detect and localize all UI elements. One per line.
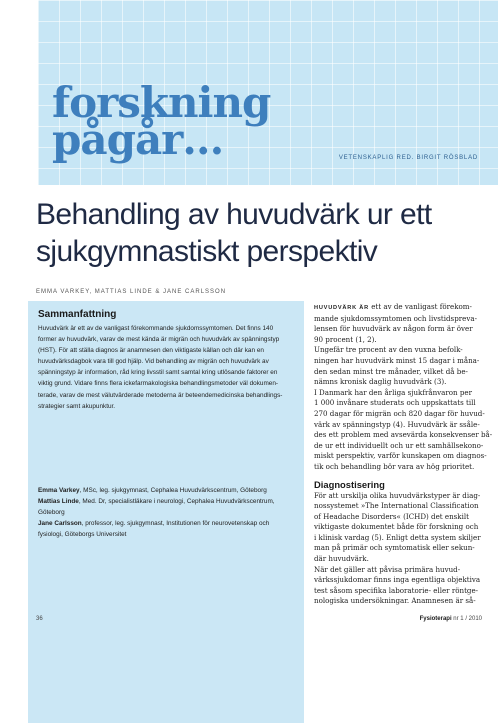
body-line: lensen för huvudvärk av någon form är över (314, 324, 473, 334)
body-line: 1 000 invånare studerats och uppskattats till (314, 398, 476, 408)
lead-word: HUVUDVÄRK ÄR (314, 305, 369, 311)
body-line: ningen har huvudvärk minst 15 dagar i måna- (314, 355, 480, 365)
body-line: test såsom specifika laboratorie- eller röntge- (314, 585, 479, 595)
body-column (314, 302, 493, 607)
body-line: man på primär och symtomatisk eller sekun- (314, 543, 475, 553)
body-line: 90 procent (1, 2). (314, 334, 377, 344)
body-line: mande sjukdomssymtomen och livstidspreva- (314, 313, 477, 323)
summary-line: Huvudvärk är ett av de vanligast förekommande sjukdomssymtomen. Det finns 140 (38, 325, 274, 332)
body-line: des ett problem med avsevärda konsekvenser bå- (314, 430, 493, 440)
section-logo-line1: forskning (52, 78, 271, 127)
body-line: nossystemet »The International Classification (314, 501, 479, 511)
body-line: of Headache Disorders« (ICHD) det enskilt (314, 511, 469, 521)
article-title-line2: sjukgymnastiskt perspektiv (36, 235, 378, 268)
summary-heading: Sammanfattning (38, 309, 117, 320)
summary-line: strategier samt akupunktur. (38, 402, 116, 410)
body-line: För att urskilja olika huvudvärkstyper är diag- (314, 490, 481, 500)
body-line: miskt perspektiv, varför kunskapen om diagnos- (314, 451, 487, 461)
editor-credit: VETENSKAPLIG RED. BIRGIT RÖSBLAD (338, 155, 478, 161)
author-affiliation: , MSc, leg. sjukgymnast, Cephalea Huvudvärkscentrum, Göteborg (79, 487, 267, 494)
body-line: I Danmark har den årliga sjukfrånvaron per (314, 387, 473, 397)
author-affiliation: , Med. Dr, specialistläkare i neurologi, Cephalea Huvudvärkscentrum, (78, 498, 275, 506)
body-line: de ur ett individuellt och ur ett samhällsekono- (314, 440, 484, 450)
body-line: nämns kronisk daglig huvudvärk (3). (314, 377, 447, 387)
body-line (314, 302, 484, 314)
summary-line: terade, varav de mest välutvärderade metoderna är beteendemedicinska behandlings- (38, 391, 283, 399)
body-line: Ungefär tre procent av den vuxna befolk- (314, 345, 463, 355)
body-line: där huvudvärk. (314, 554, 369, 564)
body-line: tik och behandling bör vara av hög prioritet. (314, 461, 475, 471)
body-line: i klinisk vardag (5). Enligt detta system skiljer (314, 532, 481, 542)
author-affiliation: , professor, leg. sjukgymnast, Institutionen för neurovetenskap och (81, 520, 270, 528)
author-entry (38, 496, 298, 507)
byline: EMMA VARKEY, MATTIAS LINDE & JANE CARLSSON (36, 289, 227, 295)
section-logo-line2: pågår… (52, 115, 224, 164)
author-entry (38, 485, 298, 496)
page-number: 36 (36, 616, 43, 622)
author-entry (38, 507, 298, 518)
summary-text (38, 323, 296, 412)
body-line: värk av spänningstyp (4). Huvudvärk är ssåle- (314, 419, 480, 429)
author-affiliation: fysiologi, Göteborgs Universitet (38, 531, 127, 539)
author-name: Emma Varkey (38, 487, 80, 494)
summary-line: huvudvärksdagbok vara till god hjälp. Vid behandling av migrän och huvudvärk av (38, 358, 269, 366)
body-line: 270 dagar för migrän och 820 dagar för huvud- (314, 408, 485, 418)
body-line-text: ett av de vanligast förekom- (368, 302, 472, 311)
body-line: värkssjukdomar finns inga egentliga objektiva (314, 575, 481, 585)
journal-name: Fysioterapi (419, 616, 452, 622)
body-line: nologiska undersökningar. Anamnesen är så- (314, 596, 476, 606)
article-title (36, 196, 476, 270)
article-title-line1: Behandling av huvudvärk ur ett (36, 198, 432, 231)
author-entry (38, 529, 298, 540)
body-line: viktigaste dokumentet både för forskning och (314, 522, 479, 532)
body-line: När det gäller att påvisa primära huvud- (314, 564, 461, 574)
summary-line: former av huvudvärk, varav de mest kända är migrän och huvudvärk av spänningstyp (38, 336, 280, 344)
section-heading-diagnostisering: Diagnostisering (314, 478, 385, 490)
author-name: Jane Carlsson (38, 520, 82, 528)
author-entry (38, 518, 298, 529)
body-line: den sedan minst tre månader, vilket då be- (314, 366, 468, 376)
issue-number: nr 1 / 2010 (451, 616, 482, 622)
author-list (38, 485, 298, 540)
author-name: Mattias Linde (38, 498, 79, 506)
summary-line: viktig grund. Vidare finns flera ickefarmakologiska behandlingsmetoder väl dokumen- (38, 380, 279, 388)
summary-line: (HST). För att ställa diagnos är anamnesen den viktigaste källan och där kan en (38, 347, 264, 355)
author-affiliation: Göteborg (38, 509, 65, 517)
journal-issue (420, 616, 482, 622)
summary-line: spänningstyp är information, råd kring livsstil samt samtal kring utlösande faktorer en (38, 369, 278, 377)
